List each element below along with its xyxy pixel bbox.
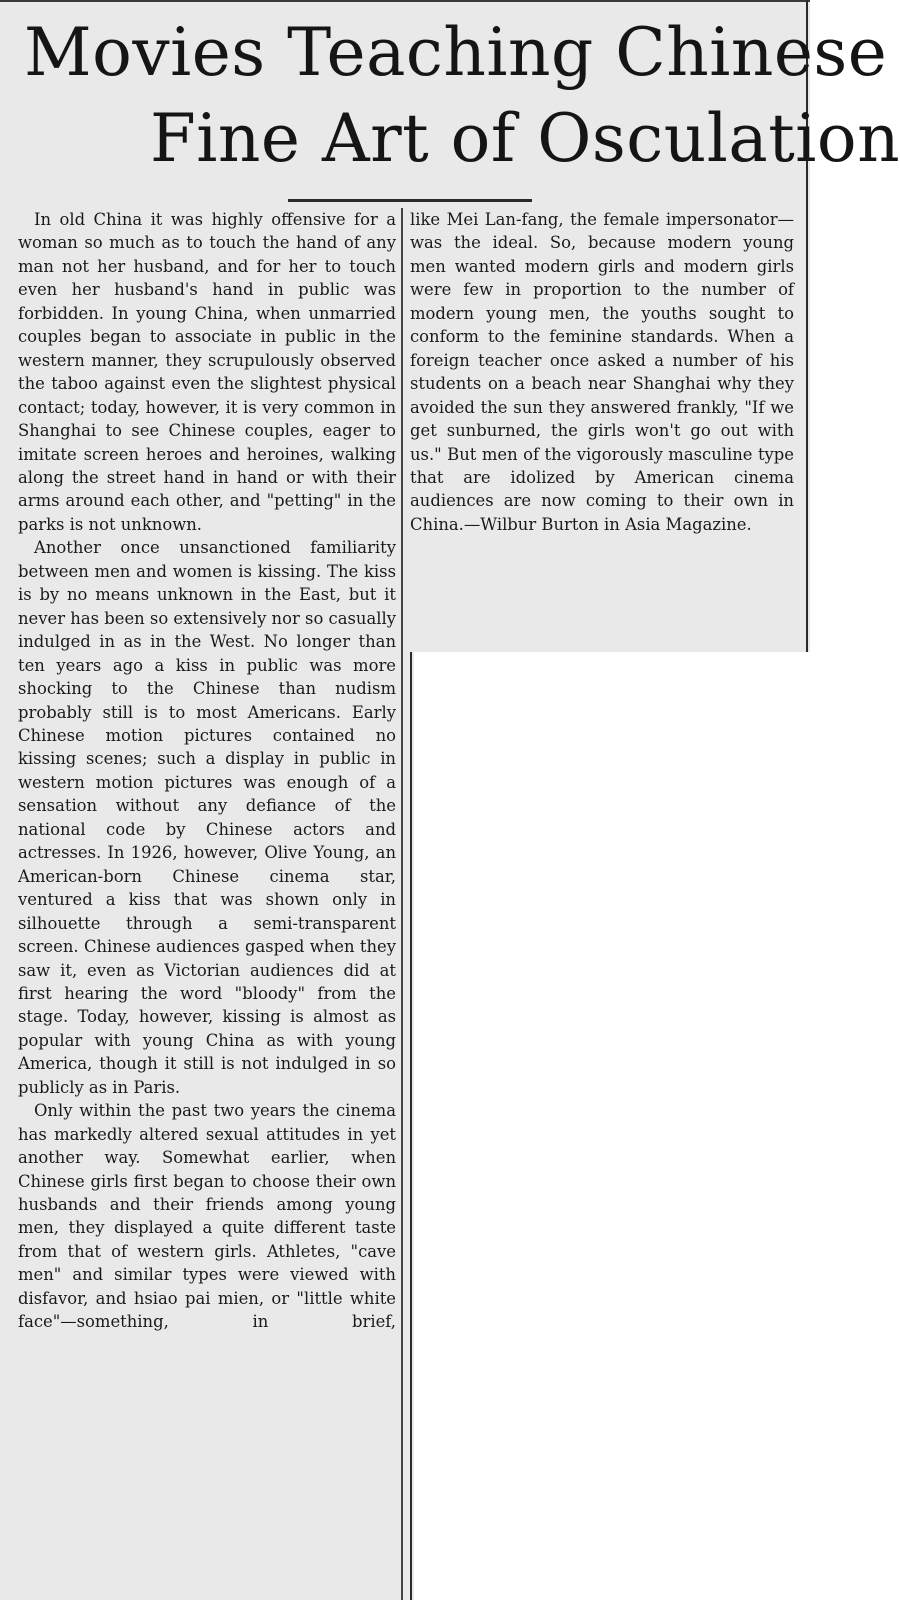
article-column-right: [410, 208, 794, 536]
article-paragraph-2: Another once unsanctioned familiarity between men and women is kissing. The kiss is by no means unknown in the East, but it never has been so extensively nor so casually indulged in as in the West. No longer than ten years ago a kiss in public was more shocking to the Chinese than nudism probably still is to most Americans. Early Chinese motion pictures contained no kissing scenes; such a display in public in western motion pictures was enough of a sensation without any defiance of the national code by Chinese actors and actresses. In 1926, however, Olive Young, an American-born Chinese cinema star, ventured a kiss that was shown only in silhouette through a semi-transparent screen. Chinese audiences gasped when they saw it, even as Victorian audiences did at first hearing the word "bloody" from the stage. Today, however, kissing is almost as popular with young China as with young America, though it still is not indulged in so publicly as in Paris.: [18, 538, 396, 1097]
headline-line-2: Fine Art of Osculation: [150, 100, 900, 177]
column-divider: [401, 208, 403, 1600]
article-paragraph-3: Only within the past two years the cinema has markedly altered sexual attitudes in yet another way. Somewhat earlier, when Chinese girls first began to choose their own husbands and their friends among young men, they displayed a quite different taste from that of western girls. Athletes, "cave men" and similar types were viewed with disfavor, and hsiao pai mien, or "little white face"—something, in brief,: [18, 1101, 396, 1332]
article-column-left: [18, 208, 396, 1334]
clipping-top-border: [0, 0, 810, 2]
headline-line-1: Movies Teaching Chinese: [24, 14, 888, 91]
clipping-left-column-right-border: [410, 652, 412, 1600]
headline-rule: [288, 199, 532, 202]
article-paragraph-1: In old China it was highly offensive for a woman so much as to touch the hand of any man not her husband, and for her to touch even her husband's hand in public was forbidden. In young China, when unmarried couples began to associate in public in the western manner, they scrupulously observed the taboo against even the slightest physical contact; today, however, it is very common in Shanghai to see Chinese couples, eager to imitate screen heroes and heroines, walking along the street hand in hand or with their arms around each other, and "petting" in the parks is not unknown.: [18, 210, 396, 534]
article-paragraph-4: like Mei Lan-fang, the female impersonator—was the ideal. So, because modern young men wanted modern girls and modern girls were few in proportion to the number of modern young men, the youths sought to conform to the feminine standards. When a foreign teacher once asked a number of his students on a beach near Shanghai why they avoided the sun they answered frankly, "If we get sunburned, the girls won't go out with us." But men of the vigorously masculine type that are idolized by American cinema audiences are now coming to their own in China.—Wilbur Burton in Asia Magazine.: [410, 210, 794, 534]
